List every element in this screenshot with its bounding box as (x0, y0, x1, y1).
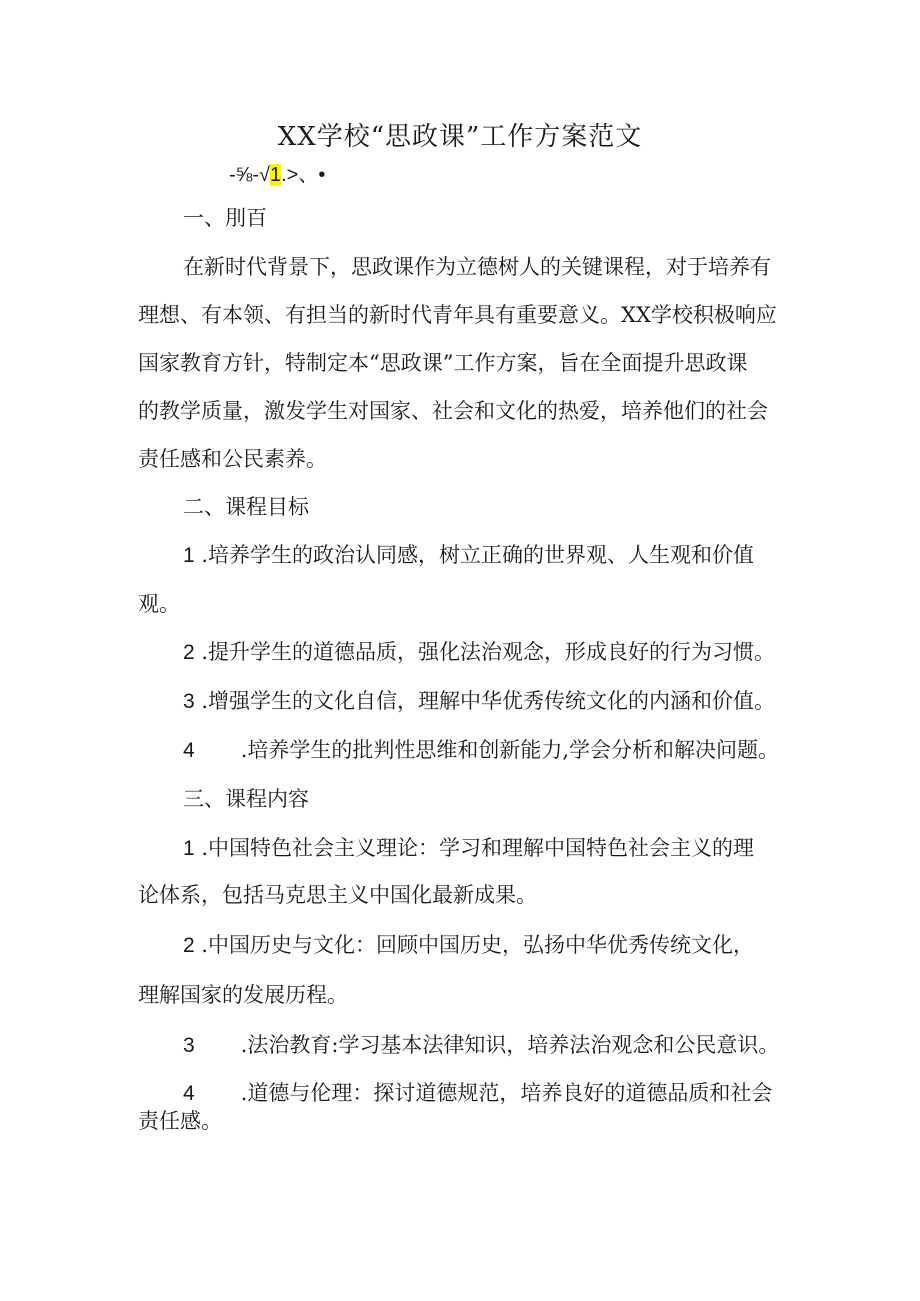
item-number: 2 (183, 641, 195, 664)
paragraph-line: 的教学质量，激发学生对国家、社会和文化的热爱，培养他们的社会 (138, 399, 768, 423)
list-item (183, 1078, 772, 1109)
item-number: 1 (183, 544, 195, 567)
item-text: .提升学生的道德品质，强化法治观念，形成良好的行为习惯。 (201, 640, 776, 664)
item-continuation: 责任感。 (138, 1109, 222, 1133)
paragraph-line: 在新时代背景下，思政课作为立德树人的关键课程，对于培养有 (183, 255, 771, 279)
paragraph-line: 国家教育方针，特制定本“思政课”工作方案，旨在全面提升思政课 (138, 351, 748, 375)
list-item (183, 1030, 779, 1061)
list-item (183, 833, 754, 864)
document-title: XX学校“思政课”工作方案范文 (277, 122, 643, 152)
item-number: 1 (183, 837, 195, 860)
list-item (183, 930, 754, 961)
section-heading-goals: 二、课程目标 (183, 495, 309, 519)
paragraph-line: 责任感和公民素养。 (138, 447, 327, 471)
section-heading-preface: 一、刖百 (183, 206, 267, 230)
item-text: .中国特色社会主义理论：学习和理解中国特色社会主义的理 (201, 836, 755, 860)
item-text: .道德与伦理：探讨道德规范，培养良好的道德品质和社会 (240, 1081, 773, 1105)
item-number: 3 (183, 1034, 195, 1057)
item-number: 4 (183, 1082, 195, 1105)
garbled-suffix: .>、• (281, 164, 326, 186)
item-continuation: 论体系，包括马克思主义中国化最新成果。 (138, 883, 537, 907)
highlighted-text: 1 (269, 164, 282, 186)
list-item (183, 735, 779, 766)
item-text: .中国历史与文化：回顾中国历史，弘扬中华优秀传统文化， (201, 933, 755, 957)
list-item (183, 686, 775, 717)
list-item (183, 540, 754, 571)
item-continuation: 观。 (138, 592, 180, 616)
list-item (183, 637, 775, 668)
item-text: .培养学生的政治认同感，树立正确的世界观、人生观和价值 (201, 543, 755, 567)
item-text: .增强学生的文化自信，理解中华优秀传统文化的内涵和价值。 (201, 689, 776, 713)
item-continuation: 理解国家的发展历程。 (138, 983, 348, 1007)
item-text: .培养学生的批判性思维和创新能力,学会分析和解决问题。 (240, 738, 780, 762)
garbled-prefix: -⅝-√ (229, 164, 270, 186)
item-number: 4 (183, 739, 195, 762)
section-heading-content: 三、课程内容 (183, 787, 309, 811)
paragraph-line: 理想、有本领、有担当的新时代青年具有重要意义。XX学校积极响应 (138, 303, 777, 327)
garbled-line (229, 160, 325, 190)
item-text: .法治教育:学习基本法律知识，培养法治观念和公民意识。 (240, 1033, 780, 1057)
item-number: 3 (183, 690, 195, 713)
item-number: 2 (183, 934, 195, 957)
